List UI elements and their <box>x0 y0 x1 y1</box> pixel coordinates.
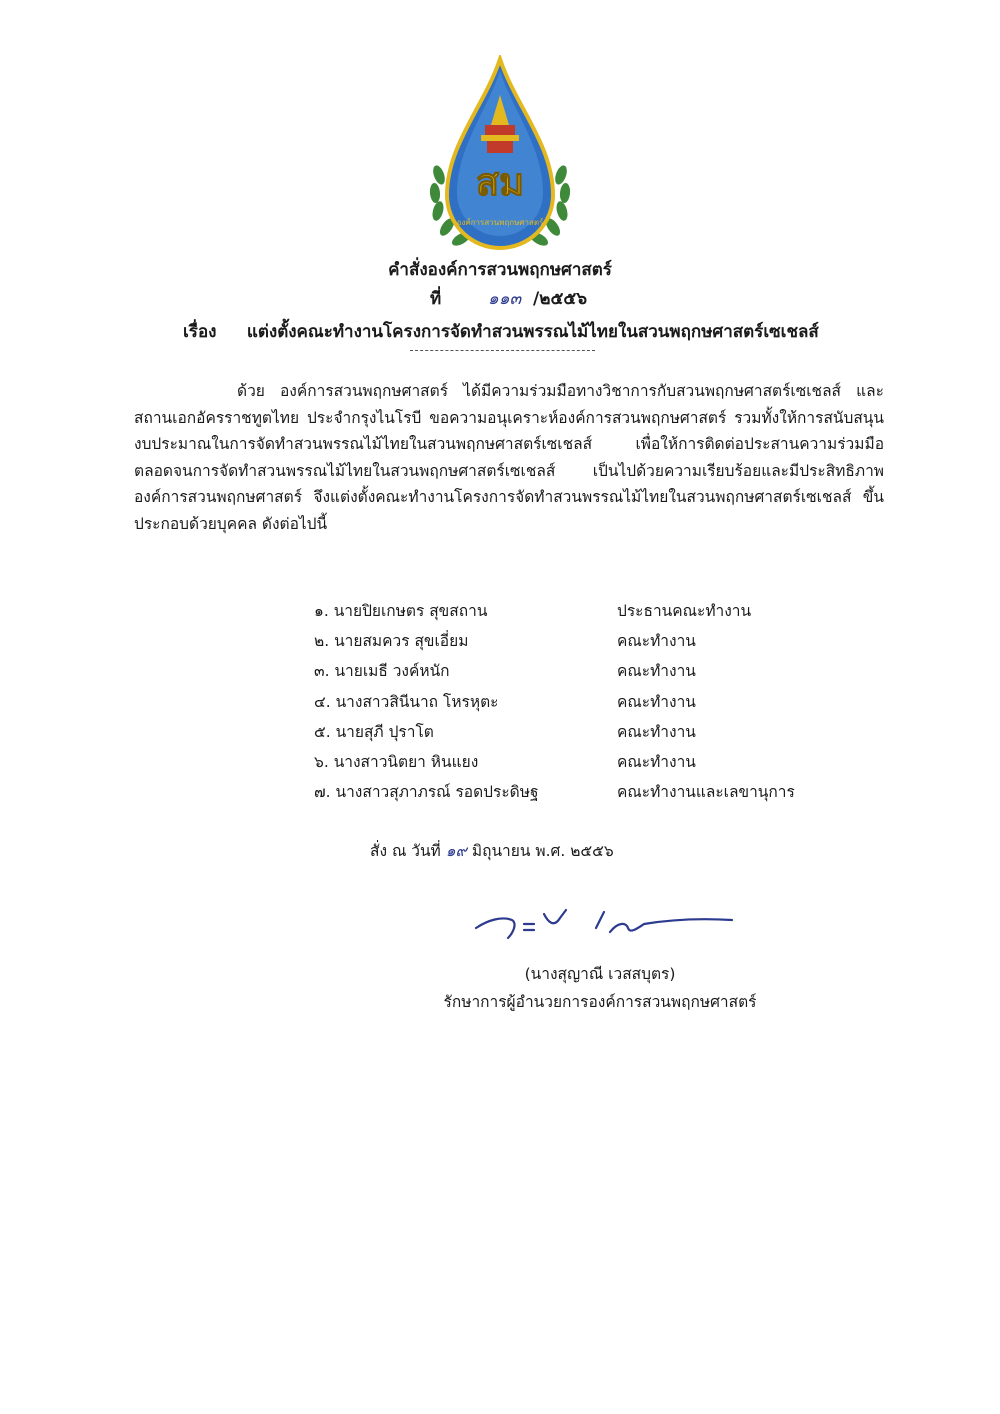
member-name: ๒. นายสมควร สุขเอี่ยม <box>314 632 469 651</box>
member-row <box>314 596 795 626</box>
order-number-row <box>430 285 587 312</box>
member-role: คณะทำงาน <box>617 632 696 651</box>
logo-text: องค์การสวนพฤกษศาสตร์ <box>456 218 544 227</box>
body-paragraph-block <box>134 378 884 538</box>
member-row <box>314 687 795 717</box>
date-month-year: มิถุนายน พ.ศ. ๒๕๕๖ <box>471 842 614 860</box>
member-name: ๖. นางสาวนิตยา หินแยง <box>314 752 479 771</box>
member-row <box>314 626 795 656</box>
subject-text: แต่งตั้งคณะทำงานโครงการจัดทำสวนพรรณไม้ไทยในสวนพฤกษศาสตร์เซเชลส์ <box>246 322 819 342</box>
date-day-handwritten: ๑๙ <box>445 842 467 860</box>
member-name: ๗. นางสาวสุภาภรณ์ รอดประดิษฐ <box>314 783 539 802</box>
botanical-garden-logo <box>425 55 575 255</box>
subject-row <box>183 318 819 345</box>
member-name: ๑. นายปิยเกษตร สุขสถาน <box>314 602 488 620</box>
member-role: คณะทำงาน <box>617 692 696 711</box>
member-role: ประธานคณะทำงาน <box>617 602 752 620</box>
member-row <box>314 777 795 807</box>
member-role: คณะทำงาน <box>617 752 696 771</box>
order-number-handwritten: ๑๑๓ <box>487 289 522 309</box>
svg-text:สม: สม <box>475 159 525 204</box>
order-year: /๒๕๕๖ <box>533 289 587 309</box>
member-list <box>314 596 795 807</box>
member-role: คณะทำงานและเลขานุการ <box>617 783 795 802</box>
member-role: คณะทำงาน <box>617 662 696 681</box>
member-name: ๕. นายสุภี ปุราโต <box>314 722 434 741</box>
member-name: ๓. นายเมธี วงค์หนัก <box>314 662 450 681</box>
order-title: คำสั่งองค์การสวนพฤกษศาสตร์ <box>388 260 612 280</box>
signer-name: (นางสุญาณี เวสสบุตร) <box>524 965 676 983</box>
order-date <box>370 838 614 863</box>
member-row <box>314 717 795 747</box>
member-role: คณะทำงาน <box>617 722 696 741</box>
signer-block <box>380 960 820 1016</box>
number-label: ที่ <box>430 289 442 309</box>
member-row <box>314 747 795 777</box>
subject-label: เรื่อง <box>183 322 217 342</box>
member-row <box>314 656 795 686</box>
member-name: ๔. นางสาวสินีนาถ โหรหุตะ <box>314 692 499 711</box>
body-paragraph: ด้วย องค์การสวนพฤกษศาสตร์ ได้มีความร่วมมือทางวิชาการกับสวนพฤกษศาสตร์เซเชลส์ และสถานเอกอัครราชทูตไทย ประจำกรุงไนโรบี ขอความอนุเคราะห์องค์การสวนพฤกษศาสตร์ รวมทั้งให้การสนับสนุนงบประมาณในการจัดทำสวนพรรณไม้ไทยในสวนพฤกษศาสตร์เซเชลส์ เพื่อให้การติดต่อประสานความร่วมมือ ตลอดจนการจัดทำสวนพรรณไม้ไทยในสวนพฤกษศาสตร์เซเชลส์ เป็นไปด้วยความเรียบร้อยและมีประสิทธิภาพ องค์การสวนพฤกษศาสตร์ จึงแต่งตั้งคณะทำงานโครงการจัดทำสวนพรรณไม้ไทยในสวนพฤกษศาสตร์เซเชลส์ ขึ้น ประกอบด้วยบุคคล ดังต่อไปนี้ <box>134 382 884 533</box>
handwritten-signature <box>468 898 738 948</box>
signer-position: รักษาการผู้อำนวยการองค์การสวนพฤกษศาสตร์ <box>443 993 757 1011</box>
date-prefix: สั่ง ณ วันที่ <box>370 842 441 860</box>
title-divider <box>410 350 595 351</box>
